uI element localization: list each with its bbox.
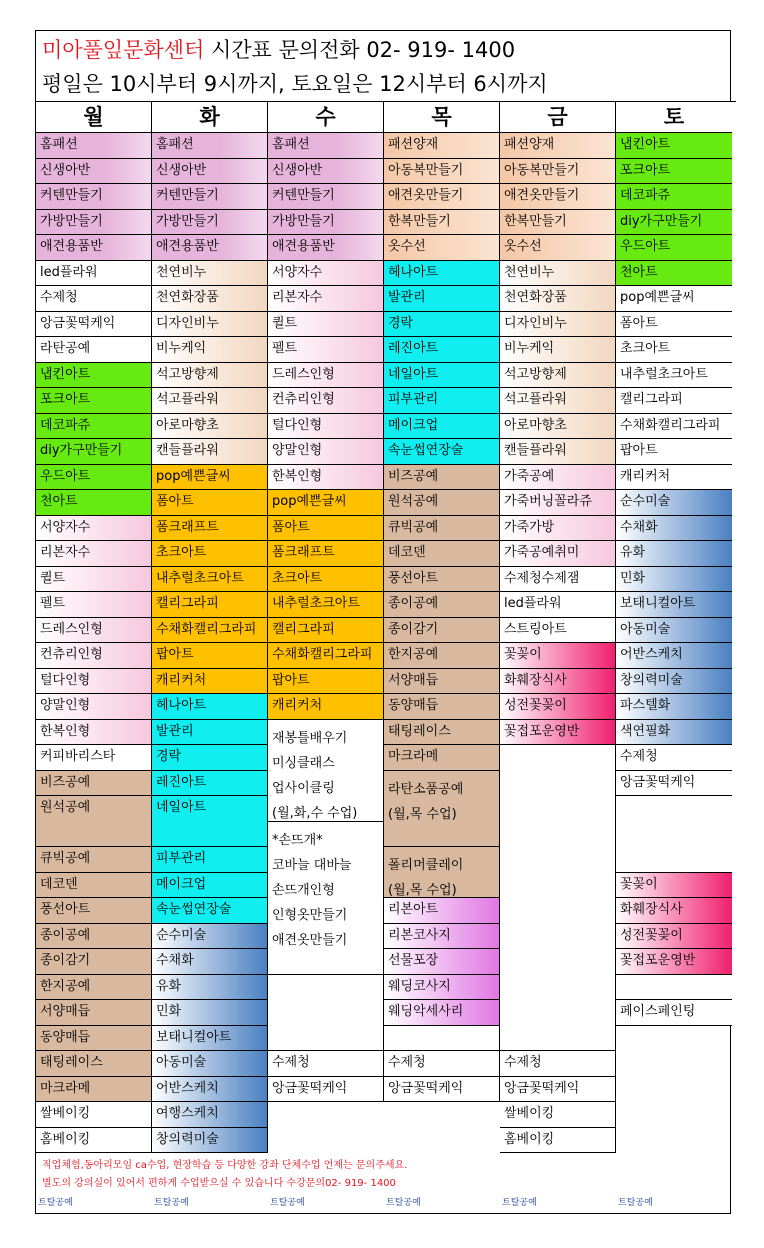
class-cell: 아동복만들기 [500, 159, 616, 185]
footer-cell-label: 트탈공예 [386, 1198, 421, 1208]
class-cell: 헤나아트 [152, 694, 268, 720]
class-cell: 포크아트 [36, 388, 152, 414]
class-cell: 수채화 [152, 949, 268, 975]
class-cell: 비누케익 [152, 337, 268, 363]
class-cell: 팝아트 [616, 439, 732, 465]
class-cell: 네일아트 [152, 796, 268, 847]
class-cell: *손뜨개* 코바늘 대바늘 손뜨개인형 인형옷만들기 애견옷만들기 [268, 822, 384, 975]
footer-cell-label: 트탈공예 [154, 1198, 189, 1208]
class-cell: 리본자수 [268, 286, 384, 312]
class-cell: 가방만들기 [152, 210, 268, 236]
class-cell: 애견옷만들기 [384, 184, 500, 210]
class-cell: 민화 [152, 1000, 268, 1026]
center-name: 미아풀잎문화센터 [42, 38, 205, 62]
class-cell: 피부관리 [384, 388, 500, 414]
class-cell: 쌀베이킹 [500, 1102, 616, 1128]
day-header: 금 [500, 102, 616, 133]
class-cell: 퀼트 [36, 567, 152, 593]
class-cell: 드레스인형 [268, 363, 384, 389]
class-cell: 서양자수 [268, 261, 384, 287]
class-cell: 폼아트 [616, 312, 732, 338]
class-cell: 리본자수 [36, 541, 152, 567]
class-cell: 페이스페인팅 [616, 1000, 732, 1026]
class-cell: 한복인형 [268, 465, 384, 491]
class-cell: 디자인비누 [152, 312, 268, 338]
class-cell: 데코파쥬 [36, 414, 152, 440]
class-cell: 커텐만들기 [36, 184, 152, 210]
opening-hours: 평일은 10시부터 9시까지, 토요일은 12시부터 6시까지 [36, 67, 736, 102]
class-cell: 폼아트 [268, 516, 384, 542]
class-cell: 애견용품반 [268, 235, 384, 261]
class-cell: 내추럴초크아트 [616, 363, 732, 389]
day-header: 화 [152, 102, 268, 133]
class-cell: 아동미술 [616, 618, 732, 644]
class-cell: 털다인형 [268, 414, 384, 440]
class-cell: 서양자수 [36, 516, 152, 542]
class-cell: pop예쁜글씨 [152, 465, 268, 491]
class-cell: 종이공예 [36, 924, 152, 950]
class-cell: 냅킨아트 [36, 363, 152, 389]
class-cell: 큐빅공예 [384, 516, 500, 542]
class-cell: 태팅레이스 [384, 720, 500, 746]
class-cell: 펠트 [268, 337, 384, 363]
class-cell: 수채화캘리그라피 [268, 643, 384, 669]
class-cell: 아동미술 [152, 1051, 268, 1077]
class-cell: 앙금꽃떡케익 [36, 312, 152, 338]
class-cell: 꽃꽂이 [616, 873, 732, 899]
class-cell: 캐리커처 [616, 465, 732, 491]
class-cell: 천연비누 [500, 261, 616, 287]
class-cell: 천연화장품 [500, 286, 616, 312]
class-cell: 캔들플라워 [500, 439, 616, 465]
class-cell: 냅킨아트 [616, 133, 732, 159]
empty-cell [616, 975, 732, 1001]
class-cell: 아로마향초 [152, 414, 268, 440]
class-cell: 창의력미술 [152, 1128, 268, 1154]
class-cell: 동양매듭 [384, 694, 500, 720]
class-cell: 내추럴초크아트 [268, 592, 384, 618]
class-cell: 피부관리 [152, 847, 268, 873]
class-cell: 민화 [616, 567, 732, 593]
class-cell: 앙금꽃떡케익 [268, 1077, 384, 1103]
class-cell: 수채화캘리그라피 [616, 414, 732, 440]
class-cell: 옷수선 [384, 235, 500, 261]
class-cell: 펠트 [36, 592, 152, 618]
class-cell: led플라워 [36, 261, 152, 287]
class-cell: 종이감기 [384, 618, 500, 644]
class-cell: 선물포장 [384, 949, 500, 975]
class-cell: 꽃접포운영반 [500, 720, 616, 746]
class-cell: 네일아트 [384, 363, 500, 389]
class-cell: 석고방향제 [152, 363, 268, 389]
class-cell: 꽃접포운영반 [616, 949, 732, 975]
class-cell: 순수미술 [152, 924, 268, 950]
class-cell: diy가구만들기 [36, 439, 152, 465]
class-cell: 홈패션 [36, 133, 152, 159]
class-cell: 태팅레이스 [36, 1051, 152, 1077]
class-cell: 마크라메 [36, 1077, 152, 1103]
class-cell: 어반스케치 [152, 1077, 268, 1103]
class-cell: 비즈공예 [384, 465, 500, 491]
class-cell: 종이감기 [36, 949, 152, 975]
footer-note-2: 별도의 강의실이 있어서 편하게 수업받으실 수 있습니다 수강문의02- 919- 1400 [42, 1178, 396, 1189]
class-cell: 한복인형 [36, 720, 152, 746]
class-cell: 라탄소품공예 (월,목 수업) [384, 771, 500, 848]
empty-cell [500, 745, 616, 1051]
day-header: 수 [268, 102, 384, 133]
class-cell: 경락 [152, 745, 268, 771]
class-cell: 팝아트 [152, 643, 268, 669]
class-cell: 서양매듭 [384, 669, 500, 695]
class-cell: 종이공예 [384, 592, 500, 618]
class-cell: 마크라메 [384, 745, 500, 771]
class-cell: 헤나아트 [384, 261, 500, 287]
class-cell: 캐리커처 [152, 669, 268, 695]
footer-cell-label: 트탈공예 [38, 1198, 73, 1208]
class-cell: pop예쁜글씨 [268, 490, 384, 516]
class-cell: diy가구만들기 [616, 210, 732, 236]
class-cell: 웨딩코사지 [384, 975, 500, 1001]
class-cell: 가죽버닝꼴라쥬 [500, 490, 616, 516]
empty-cell [268, 975, 384, 1052]
class-cell: 우드아트 [616, 235, 732, 261]
class-cell: 발관리 [384, 286, 500, 312]
class-cell: 캘리그라피 [152, 592, 268, 618]
class-cell: 신생아반 [36, 159, 152, 185]
class-cell: 경락 [384, 312, 500, 338]
class-cell: 홈베이킹 [500, 1128, 616, 1154]
class-cell: 데코파쥬 [616, 184, 732, 210]
class-cell: 폼크래프트 [268, 541, 384, 567]
class-cell: 발관리 [152, 720, 268, 746]
class-cell: 데코덴 [36, 873, 152, 899]
class-cell: 석고플라워 [152, 388, 268, 414]
class-cell: 파스텔화 [616, 694, 732, 720]
class-cell: 리본코사지 [384, 924, 500, 950]
class-cell: 캘리그라피 [616, 388, 732, 414]
class-cell: 가죽공예 [500, 465, 616, 491]
class-cell: 풍선아트 [36, 898, 152, 924]
class-cell: 초크아트 [152, 541, 268, 567]
class-cell: 초크아트 [268, 567, 384, 593]
class-cell: 순수미술 [616, 490, 732, 516]
class-cell: 천연화장품 [152, 286, 268, 312]
class-cell: 재봉틀배우기 미싱클래스 업사이클링 (월,화,수 수업) [268, 720, 384, 822]
class-cell: 레진아트 [384, 337, 500, 363]
class-cell: 커텐만들기 [152, 184, 268, 210]
class-cell: 속눈썹연장술 [152, 898, 268, 924]
class-cell: 홈패션 [152, 133, 268, 159]
class-cell: 가죽공예취미 [500, 541, 616, 567]
class-cell: 유화 [152, 975, 268, 1001]
class-cell: 수제청 [36, 286, 152, 312]
class-cell: 내추럴초크아트 [152, 567, 268, 593]
class-cell: 서양매듭 [36, 1000, 152, 1026]
class-cell: 캘리그라피 [268, 618, 384, 644]
class-cell: 수제청 [268, 1051, 384, 1077]
class-cell: 초크아트 [616, 337, 732, 363]
class-cell: 여행스케치 [152, 1102, 268, 1128]
class-cell: 석고플라워 [500, 388, 616, 414]
class-cell: 색연필화 [616, 720, 732, 746]
class-cell: 메이크업 [152, 873, 268, 899]
class-cell: 메이크업 [384, 414, 500, 440]
class-cell: 디자인비누 [500, 312, 616, 338]
class-cell: 한지공예 [384, 643, 500, 669]
class-cell: 가방만들기 [36, 210, 152, 236]
class-cell: 커피바리스타 [36, 745, 152, 771]
class-cell: 데코덴 [384, 541, 500, 567]
class-cell: 성전꽃꽂이 [616, 924, 732, 950]
class-cell: 커텐만들기 [268, 184, 384, 210]
class-cell: 앙금꽃떡케익 [384, 1077, 500, 1103]
footer-cell-label: 트탈공예 [618, 1198, 653, 1208]
class-cell: pop예쁜글씨 [616, 286, 732, 312]
class-cell: 보태니컬아트 [152, 1026, 268, 1052]
class-cell: 수채화 [616, 516, 732, 542]
class-cell: 앙금꽃떡케익 [616, 771, 732, 797]
class-cell: 수제청 [616, 745, 732, 771]
class-cell: 한복만들기 [500, 210, 616, 236]
title-contact: 시간표 문의전화 02- 919- 1400 [204, 38, 516, 62]
footer-note-1: 직업체험,동아리모임 ca수업, 현장학습 등 다양한 강좌 단체수업 언제는 문의주세요. [42, 1160, 408, 1171]
day-header: 목 [384, 102, 500, 133]
class-cell: 패션양재 [384, 133, 500, 159]
class-cell: 화훼장식사 [500, 669, 616, 695]
class-cell: 원석공예 [36, 796, 152, 847]
class-cell: 신생아반 [268, 159, 384, 185]
class-cell: 창의력미술 [616, 669, 732, 695]
class-cell: 홈베이킹 [36, 1128, 152, 1154]
empty-cell [384, 1026, 500, 1052]
footer-cell-label: 트탈공예 [270, 1198, 305, 1208]
class-cell: 꽃꽂이 [500, 643, 616, 669]
class-cell: 양말인형 [36, 694, 152, 720]
class-cell: 속눈썹연장술 [384, 439, 500, 465]
class-cell: 동양매듭 [36, 1026, 152, 1052]
class-cell: 천아트 [616, 261, 732, 287]
class-cell: 홈패션 [268, 133, 384, 159]
class-cell: 성전꽃꽂이 [500, 694, 616, 720]
class-cell: 포크아트 [616, 159, 732, 185]
class-cell: 어반스케치 [616, 643, 732, 669]
class-cell: 컨츄리인형 [268, 388, 384, 414]
class-cell: 폼크래프트 [152, 516, 268, 542]
class-cell: 리본아트 [384, 898, 500, 924]
class-cell: 가죽가방 [500, 516, 616, 542]
class-cell: 애견옷만들기 [500, 184, 616, 210]
class-cell: led플라워 [500, 592, 616, 618]
timetable-sheet [35, 30, 731, 1214]
class-cell: 라탄공예 [36, 337, 152, 363]
class-cell: 원석공예 [384, 490, 500, 516]
class-cell: 애견용품반 [152, 235, 268, 261]
class-cell: 수제청 [384, 1051, 500, 1077]
class-cell: 천아트 [36, 490, 152, 516]
class-cell: 비즈공예 [36, 771, 152, 797]
class-cell: 보태니컬아트 [616, 592, 732, 618]
class-cell: 아동복만들기 [384, 159, 500, 185]
class-cell: 컨츄리인형 [36, 643, 152, 669]
class-cell: 앙금꽃떡케익 [500, 1077, 616, 1103]
class-cell: 풍선아트 [384, 567, 500, 593]
class-cell: 퀼트 [268, 312, 384, 338]
class-cell: 수제청 [500, 1051, 616, 1077]
class-cell: 수제청수제잼 [500, 567, 616, 593]
class-cell: 캔들플라워 [152, 439, 268, 465]
class-cell: 양말인형 [268, 439, 384, 465]
day-header: 토 [616, 102, 732, 133]
class-cell: 화훼장식사 [616, 898, 732, 924]
footer-cell-label: 트탈공예 [502, 1198, 537, 1208]
empty-cell [616, 796, 732, 873]
class-cell: 신생아반 [152, 159, 268, 185]
day-header: 월 [36, 102, 152, 133]
class-cell: 털다인형 [36, 669, 152, 695]
class-cell: 한복만들기 [384, 210, 500, 236]
class-cell: 캐리커처 [268, 694, 384, 720]
class-cell: 웨딩악세사리 [384, 1000, 500, 1026]
class-cell: 폴리머클레이 (월,목 수업) [384, 847, 500, 898]
class-cell: 수채화캘리그라피 [152, 618, 268, 644]
class-cell: 레진아트 [152, 771, 268, 797]
class-cell: 옷수선 [500, 235, 616, 261]
class-cell: 팝아트 [268, 669, 384, 695]
class-cell: 비누케익 [500, 337, 616, 363]
class-cell: 애견용품반 [36, 235, 152, 261]
class-cell: 천연비누 [152, 261, 268, 287]
class-cell: 유화 [616, 541, 732, 567]
class-cell: 가방만들기 [268, 210, 384, 236]
class-cell: 큐빅공예 [36, 847, 152, 873]
class-cell: 우드아트 [36, 465, 152, 491]
class-cell: 아로마향초 [500, 414, 616, 440]
class-cell: 드레스인형 [36, 618, 152, 644]
class-cell: 스트링아트 [500, 618, 616, 644]
class-cell: 쌀베이킹 [36, 1102, 152, 1128]
page-title [36, 33, 736, 67]
class-cell: 패션양재 [500, 133, 616, 159]
class-cell: 석고방향제 [500, 363, 616, 389]
class-cell: 한지공예 [36, 975, 152, 1001]
class-cell: 폼아트 [152, 490, 268, 516]
